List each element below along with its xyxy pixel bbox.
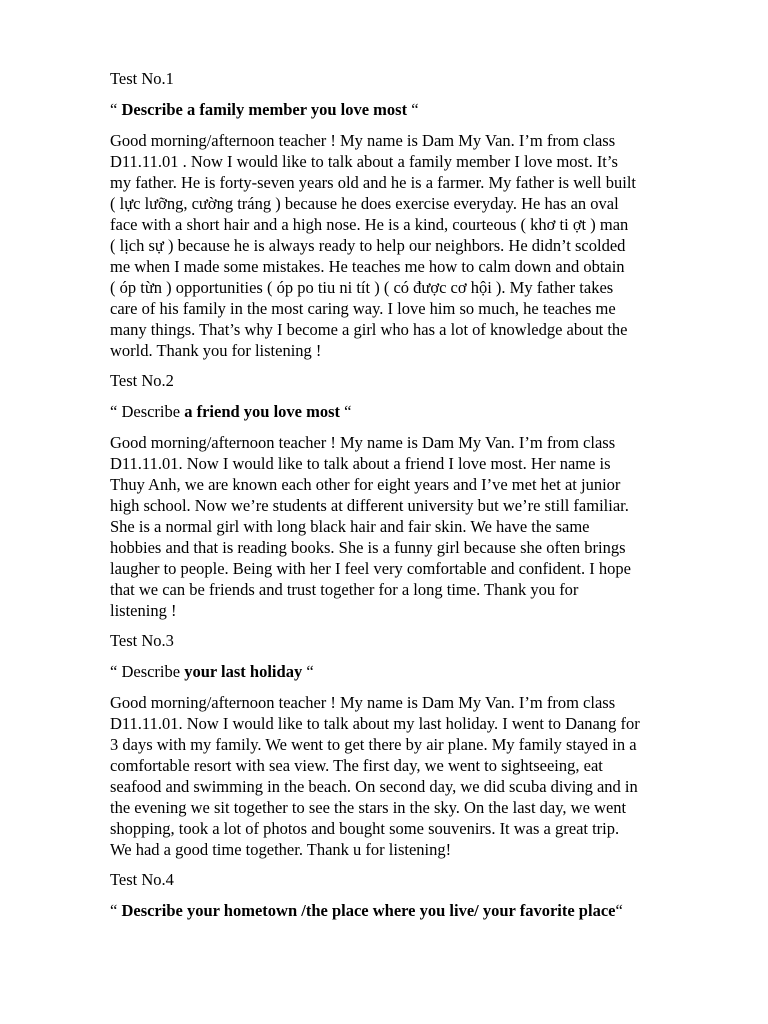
paragraph-line: the evening we sit together to see the stars in the sky. On the last day, we went bbox=[110, 798, 627, 817]
paragraph-line: Good morning/afternoon teacher ! My name is Dam My Van. I’m from class bbox=[110, 693, 616, 712]
prompt-close-quote: “ bbox=[407, 100, 419, 119]
answer-paragraph bbox=[110, 130, 700, 361]
prompt-open-quote: “ bbox=[110, 901, 122, 920]
test-prompt bbox=[110, 401, 700, 423]
prompt-close-quote: “ bbox=[302, 662, 314, 681]
paragraph-line: D11.11.01. Now I would like to talk about my last holiday. I went to Danang for bbox=[110, 714, 640, 733]
paragraph-line: comfortable resort with sea view. The first day, we went to sightseeing, eat bbox=[110, 756, 603, 775]
prompt-close-quote: “ bbox=[615, 901, 623, 920]
paragraph-line: Good morning/afternoon teacher ! My name is Dam My Van. I’m from class bbox=[110, 433, 616, 452]
paragraph-line: D11.11.01 . Now I would like to talk about a family member I love most. It’s bbox=[110, 152, 618, 171]
prompt-bold-text: Describe a family member you love most bbox=[121, 100, 408, 119]
test-heading: Test No.1 bbox=[110, 69, 174, 88]
answer-paragraph bbox=[110, 432, 700, 621]
paragraph-line: She is a normal girl with long black hair and fair skin. We have the same bbox=[110, 517, 590, 536]
paragraph-line: many things. That’s why I become a girl who has a lot of knowledge about the bbox=[110, 320, 628, 339]
paragraph-line: listening ! bbox=[110, 601, 177, 620]
paragraph-line: high school. Now we’re students at different university but we’re still familiar. bbox=[110, 496, 629, 515]
test-section bbox=[110, 370, 700, 621]
document-body bbox=[110, 68, 700, 931]
paragraph-line: laugher to people. Being with her I feel very comfortable and confident. I hope bbox=[110, 559, 631, 578]
paragraph-line: ( lực lưỡng, cường tráng ) because he does exercise everyday. He has an oval bbox=[110, 194, 619, 213]
test-section bbox=[110, 869, 700, 922]
test-heading: Test No.2 bbox=[110, 371, 174, 390]
paragraph-line: hobbies and that is reading books. She is a funny girl because she often brings bbox=[110, 538, 626, 557]
prompt-plain-text: Describe bbox=[121, 402, 185, 421]
paragraph-line: 3 days with my family. We went to get there by air plane. My family stayed in a bbox=[110, 735, 637, 754]
test-heading: Test No.3 bbox=[110, 631, 174, 650]
test-section bbox=[110, 630, 700, 860]
paragraph-line: face with a short hair and a high nose. He is a kind, courteous ( khơ ti ợt ) man bbox=[110, 215, 629, 234]
prompt-open-quote: “ bbox=[110, 100, 122, 119]
test-prompt bbox=[110, 900, 700, 922]
prompt-bold-text: a friend you love most bbox=[184, 402, 341, 421]
test-prompt bbox=[110, 661, 700, 683]
paragraph-line: Good morning/afternoon teacher ! My name is Dam My Van. I’m from class bbox=[110, 131, 616, 150]
prompt-close-quote: “ bbox=[340, 402, 352, 421]
test-heading: Test No.4 bbox=[110, 870, 174, 889]
paragraph-line: my father. He is forty-seven years old and he is a farmer. My father is well built bbox=[110, 173, 637, 192]
paragraph-line: care of his family in the most caring way. I love him so much, he teaches me bbox=[110, 299, 616, 318]
paragraph-line: that we can be friends and trust together for a long time. Thank you for bbox=[110, 580, 579, 599]
paragraph-line: We had a good time together. Thank u for listening! bbox=[110, 840, 452, 859]
paragraph-line: ( óp từn ) opportunities ( óp po tiu ni tít ) ( có được cơ hội ). My father takes bbox=[110, 278, 614, 297]
prompt-bold-text: Describe your hometown /the place where you live/ your favorite place bbox=[121, 901, 616, 920]
test-prompt bbox=[110, 99, 700, 121]
paragraph-line: world. Thank you for listening ! bbox=[110, 341, 322, 360]
paragraph-line: D11.11.01. Now I would like to talk about a friend I love most. Her name is bbox=[110, 454, 611, 473]
test-section bbox=[110, 68, 700, 361]
prompt-open-quote: “ bbox=[110, 662, 122, 681]
paragraph-line: shopping, took a lot of photos and bought some souvenirs. It was a great trip. bbox=[110, 819, 620, 838]
paragraph-line: ( lịch sự ) because he is always ready to help our neighbors. He didn’t scolded bbox=[110, 236, 626, 255]
answer-paragraph bbox=[110, 692, 700, 860]
paragraph-line: Thuy Anh, we are known each other for eight years and I’ve met het at junior bbox=[110, 475, 621, 494]
prompt-bold-text: your last holiday bbox=[184, 662, 303, 681]
paragraph-line: me when I made some mistakes. He teaches me how to calm down and obtain bbox=[110, 257, 625, 276]
prompt-open-quote: “ bbox=[110, 402, 122, 421]
paragraph-line: seafood and swimming in the beach. On second day, we did scuba diving and in bbox=[110, 777, 638, 796]
prompt-plain-text: Describe bbox=[121, 662, 185, 681]
